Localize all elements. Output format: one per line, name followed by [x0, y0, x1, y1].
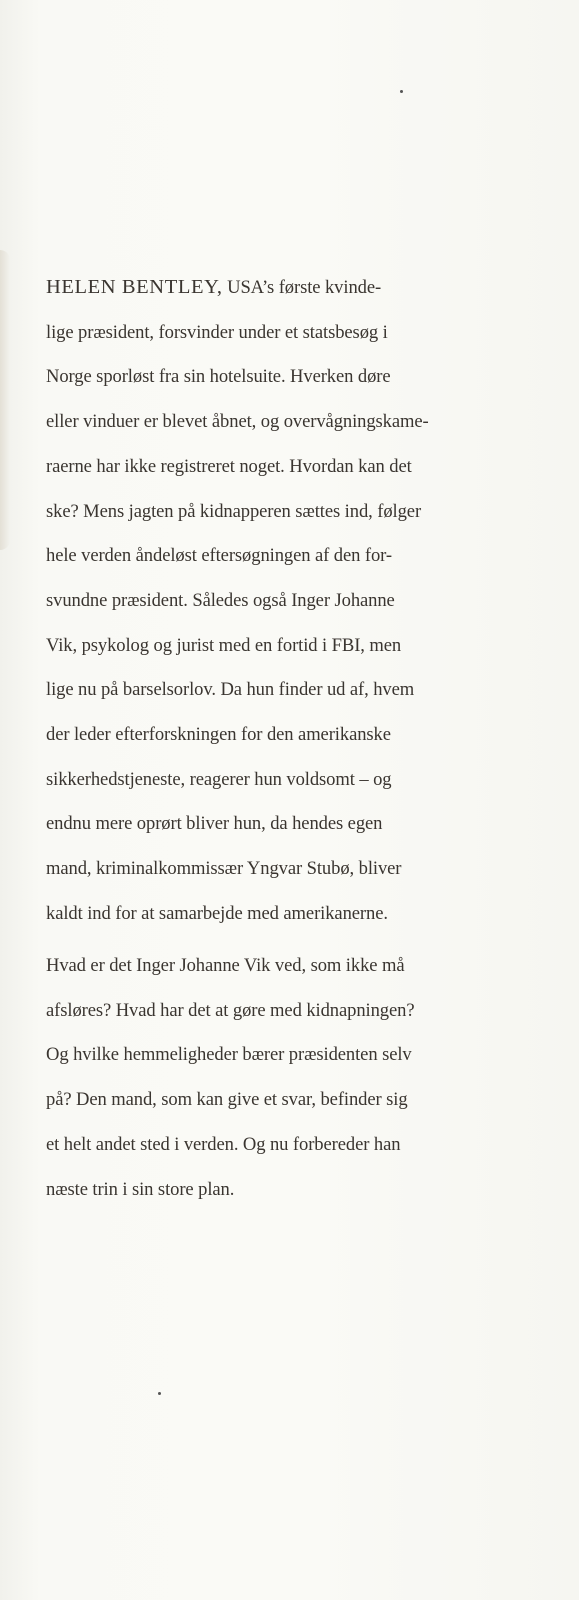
text-line: sikkerhedstjeneste, reagerer hun voldsomt – og — [46, 768, 392, 790]
text-line: eller vinduer er blevet åbnet, og overvågningskame- — [46, 411, 429, 433]
text-line: på? Den mand, som kan give et svar, befinder sig — [46, 1089, 408, 1111]
text-line: et helt andet sted i verden. Og nu forbereder han — [46, 1133, 401, 1155]
page-edge-shadow — [0, 250, 10, 550]
lead-name: HELEN BENTLEY, — [46, 276, 223, 298]
text-line: hele verden åndeløst eftersøgningen af den for- — [46, 545, 392, 567]
text-line: der leder efterforskningen for den amerikanske — [46, 724, 391, 746]
text-line: afsløres? Hvad har det at gøre med kidnapningen? — [46, 999, 415, 1021]
print-speck — [400, 90, 403, 93]
text-line: mand, kriminalkommissær Yngvar Stubø, bliver — [46, 858, 402, 880]
text-line: lige nu på barselsorlov. Da hun finder ud af, hvem — [46, 679, 415, 701]
text-line: ske? Mens jagten på kidnapperen sættes ind, følger — [46, 500, 422, 522]
text-line: Hvad er det Inger Johanne Vik ved, som ikke må — [46, 955, 405, 976]
blurb-paragraph-2 — [46, 944, 551, 1212]
text-line: raerne har ikke registreret noget. Hvordan kan det — [46, 455, 412, 477]
text-line: Norge sporløst fra sin hotelsuite. Hverken døre — [46, 366, 391, 388]
text-line: kaldt ind for at samarbejde med amerikanerne. — [46, 902, 388, 924]
text-line: lige præsident, forsvinder under et statsbesøg i — [46, 321, 388, 343]
text-line: næste trin i sin store plan. — [46, 1178, 235, 1200]
text-line: HELEN BENTLEY, USA’s første kvinde- — [46, 276, 382, 298]
text-line: endnu mere oprørt bliver hun, da hendes egen — [46, 813, 383, 835]
text-line: svundne præsident. Således også Inger Johanne — [46, 589, 395, 611]
text-line: Og hvilke hemmeligheder bærer præsidenten selv — [46, 1044, 412, 1066]
print-speck — [158, 1392, 161, 1395]
blurb-paragraph-1 — [46, 265, 551, 937]
text-line: Vik, psykolog og jurist med en fortid i FBI, men — [46, 634, 402, 656]
